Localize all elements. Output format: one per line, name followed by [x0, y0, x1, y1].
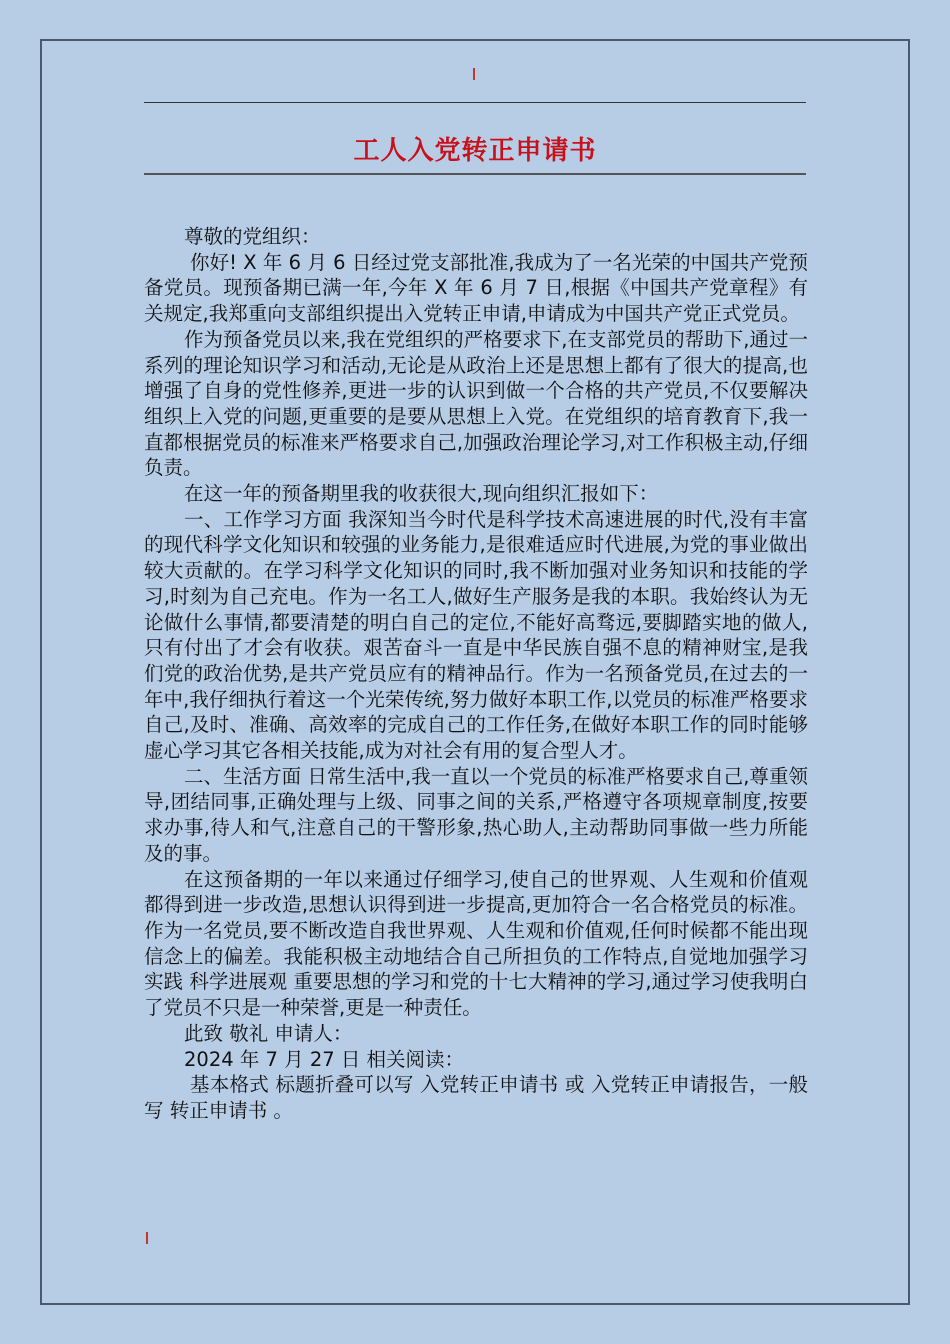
paragraph-greeting: 你好! X 年 6 月 6 日经过党支部批准,我成为了一名光荣的中国共产党预备党员。现预备期已满一年,今年 X 年 6 月 7 日,根据《中国共产党章程》有关规定,我郑重向支部组织提出入党转正申请,申请成为中国共产党正式党员。 [144, 250, 808, 326]
salutation: 尊敬的党组织： [184, 225, 321, 248]
cursor-mark-bottom [146, 1232, 148, 1244]
document-body [144, 224, 808, 1124]
document-title: 工人入党转正申请书 [353, 136, 597, 166]
header-rule [144, 102, 806, 103]
paragraph-work-study: 一、工作学习方面 我深知当今时代是科学技术高速进展的时代,没有丰富的现代科学文化知识和较强的业务能力,是很难适应时代进展,为党的事业做出较大贡献的。在学习科学文化知识的同时,我不断加强对业务知识和技能的学习,时刻为自己充电。作为一名工人,做好生产服务是我的本职。我始终认为无论做什么事情,都要清楚的明白自己的定位,不能好高骛远,要脚踏实地的做人,只有付出了才会有收获。艰苦奋斗一直是中华民族自强不息的精神财宝,是我们党的政治优势,是共产党员应有的精神品行。作为一名预备党员,在过去的一年中,我仔细执行着这一个光荣传统,努力做好本职工作,以党员的标准严格要求自己,及时、准确、高效率的完成自己的工作任务,在做好本职工作的同时能够虚心学习其它各相关技能,成为对社会有用的复合型人才。 [144, 507, 808, 763]
related-reading: 基本格式 标题折叠可以写 入党转正申请书 或 入党转正申请报告，一般写 转正申请书 。 [144, 1073, 808, 1122]
closing-line: 此致 敬礼 申请人： [184, 1021, 353, 1045]
cursor-mark-top [473, 68, 475, 80]
paragraph-summary: 在这预备期的一年以来通过仔细学习,使自己的世界观、人生观和价值观都得到进一步改造,思想认识得到进一步提高,更加符合一名合格党员的标准。作为一名党员,要不断改造自我世界观、人生观和价值观,任何时候都不能出现信念上的偏差。我能积极主动地结合自己所担负的工作特点,自觉地加强学习实践 科学进展观 重要思想的学习和党的十七大精神的学习,通过学习使我明白了党员不只是一种荣誉,更是一种责任。 [144, 867, 808, 1020]
paragraph-since-probation: 作为预备党员以来,我在党组织的严格要求下,在支部党员的帮助下,通过一系列的理论知识学习和活动,无论是从政治上还是思想上都有了很大的提高,也增强了自身的党性修养,更进一步的认识到做一个合格的共产党员,不仅要解决组织上入党的问题,更重要的是要从思想上入党。在党组织的培育教育下,我一直都根据党员的标准来严格要求自己,加强政治理论学习,对工作积极主动,仔细负责。 [144, 327, 808, 480]
date-line: 2024 年 7 月 27 日 相关阅读： [184, 1047, 465, 1071]
paragraph-daily-life: 二、生活方面 日常生活中,我一直以一个党员的标准严格要求自己,尊重领导,团结同事,正确处理与上级、同事之间的关系,严格遵守各项规章制度,按要求办事,待人和气,注意自己的干警形象,热心助人,主动帮助同事做一些力所能及的事。 [144, 764, 808, 865]
title-underline [144, 173, 806, 175]
paragraph-report-intro: 在这一年的预备期里我的收获很大,现向组织汇报如下： [184, 482, 659, 506]
